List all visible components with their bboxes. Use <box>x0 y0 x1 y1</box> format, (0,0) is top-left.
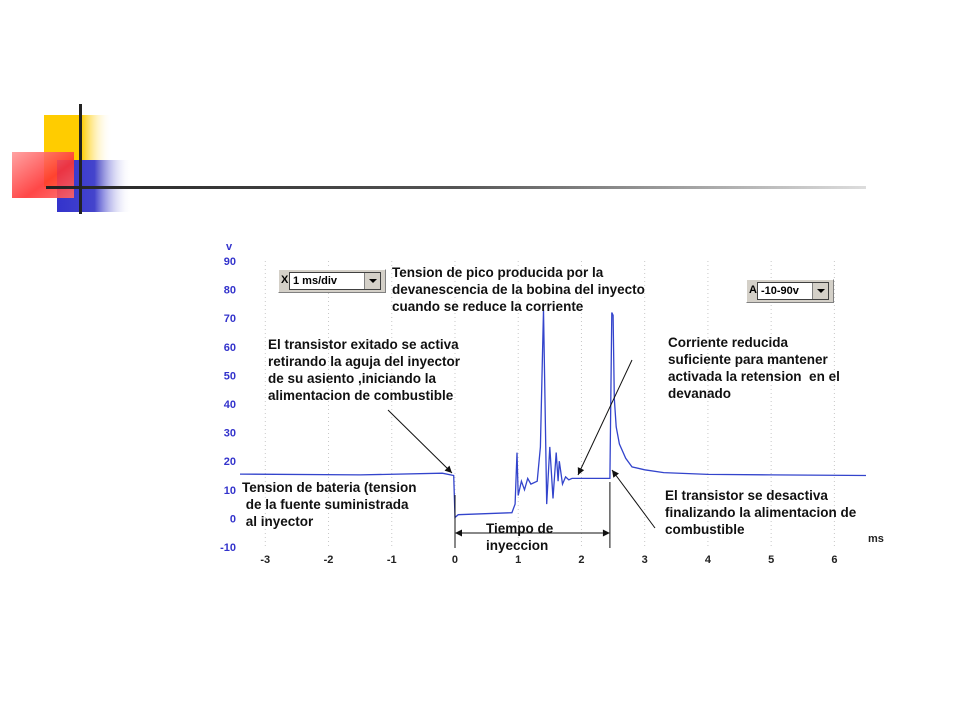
range-field[interactable] <box>757 282 829 300</box>
x-tick-label: -2 <box>323 554 334 566</box>
chevron-down-icon[interactable] <box>812 283 828 299</box>
timebase-selector[interactable] <box>278 269 386 293</box>
y-tick-label: 60 <box>223 341 236 354</box>
x-tick-label: 0 <box>451 554 459 566</box>
annotation-transistor-on: El transistor exitado se activa retirando la aguja del inyector de su asiento ,iniciando la alimentacion de combustible <box>268 337 461 403</box>
x-tick-label: 6 <box>831 554 838 566</box>
y-tick-label: 70 <box>223 313 236 326</box>
timebase-value: 1 ms/div <box>293 275 338 287</box>
x-axis-unit-label: ms <box>868 533 884 545</box>
annotation-injection-time: Tiempo de inyeccion <box>486 521 554 553</box>
y-axis-unit-label: v <box>226 241 233 253</box>
annotation-transistor-off: El transistor se desactiva finalizando la alimentacion de combustible <box>665 488 857 537</box>
timebase-field[interactable] <box>289 272 381 290</box>
x-tick-label: 3 <box>641 554 648 566</box>
annotation-reduced-current: Corriente reducida suficiente para mantener activada la retension en el devanado <box>668 335 840 401</box>
y-axis-ticks <box>220 256 236 554</box>
x-tick-label: -1 <box>386 554 397 566</box>
x-tick-label: 1 <box>515 554 522 566</box>
y-tick-label: 50 <box>223 370 236 383</box>
y-tick-label: 80 <box>223 284 236 297</box>
range-prefix: A <box>749 284 757 296</box>
y-tick-label: 40 <box>223 399 236 411</box>
chevron-down-icon[interactable] <box>364 273 380 289</box>
x-tick-label: -3 <box>260 554 271 566</box>
x-tick-label: 5 <box>768 554 775 566</box>
y-tick-label: 20 <box>223 456 236 469</box>
x-tick-label: 2 <box>578 554 585 566</box>
x-tick-label: 4 <box>704 554 711 566</box>
y-tick-label: 90 <box>223 256 236 268</box>
range-selector[interactable] <box>746 279 834 303</box>
y-tick-label: 0 <box>229 513 236 526</box>
annotation-peak-voltage: Tension de pico producida por la devanescencia de la bobina del inyecto cuando se reduce la corriente <box>392 265 645 314</box>
y-tick-label: 30 <box>223 427 236 440</box>
y-tick-label: -10 <box>220 542 236 554</box>
range-value: -10-90v <box>761 285 799 297</box>
timebase-prefix: X <box>281 274 289 286</box>
annotation-battery-voltage: Tension de bateria (tension de la fuente suministrada al inyector <box>242 480 417 529</box>
y-tick-label: 10 <box>223 484 236 497</box>
